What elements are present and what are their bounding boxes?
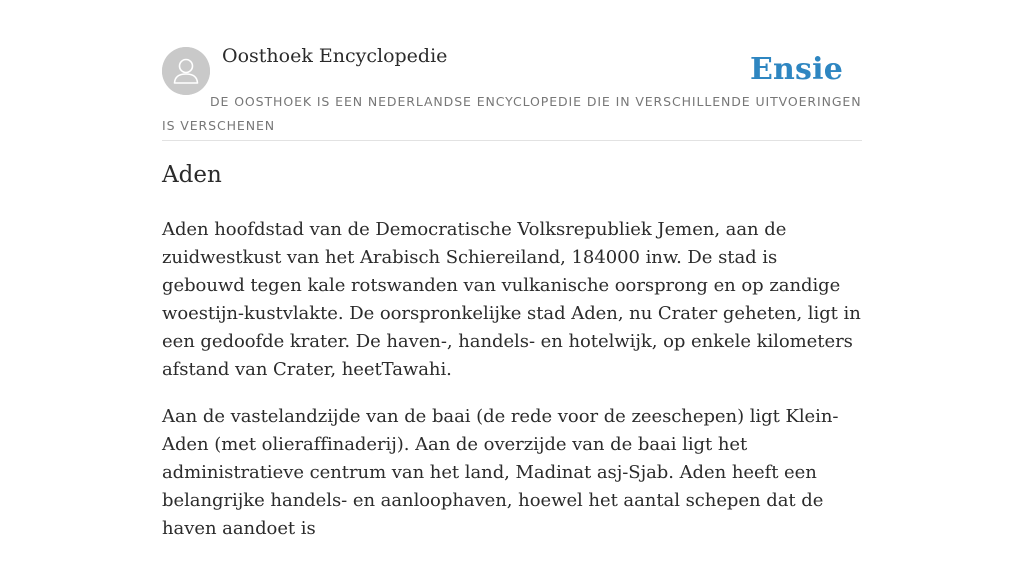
user-avatar-icon[interactable] (162, 47, 210, 95)
site-name[interactable]: Oosthoek Encyclopedie (222, 45, 448, 67)
site-header (162, 0, 862, 141)
article-paragraph: Aan de vastelandzijde van de baai (de rede voor de zeeschepen) ligt Klein-Aden (met olieraffinaderij). Aan de overzijde van de baai ligt het administratieve centrum van het land, Madinat asj-Sjab. Aden heeft een belangrijke handels- en aanloophaven, hoewel het aantal schepen dat de haven aandoet is (162, 406, 839, 539)
brand-logo-link[interactable]: Ensie (749, 52, 843, 87)
article-paragraph: Aden hoofdstad van de Democratische Volksrepubliek Jemen, aan de zuidwestkust van het Arabisch Schiereiland, 184000 inw. De stad is gebouwd tegen kale rotswanden van vulkanische oorsprong en op zandige woestijn-kustvlakte. De oorspronkelijke stad Aden, nu Crater geheten, ligt in een gedoofde krater. De haven-, handels- en hotelwijk, op enkele kilometers afstand van Crater, heetTawahi. (162, 219, 861, 380)
page (162, 0, 862, 539)
person-icon (162, 47, 210, 95)
site-tagline: DE OOSTHOEK IS EEN NEDERLANDSE ENCYCLOPEDIE DIE IN VERSCHILLENDE UITVOERINGEN IS VERSCHENEN (162, 94, 862, 133)
article-title: Aden (162, 162, 222, 188)
article-body (162, 216, 864, 562)
